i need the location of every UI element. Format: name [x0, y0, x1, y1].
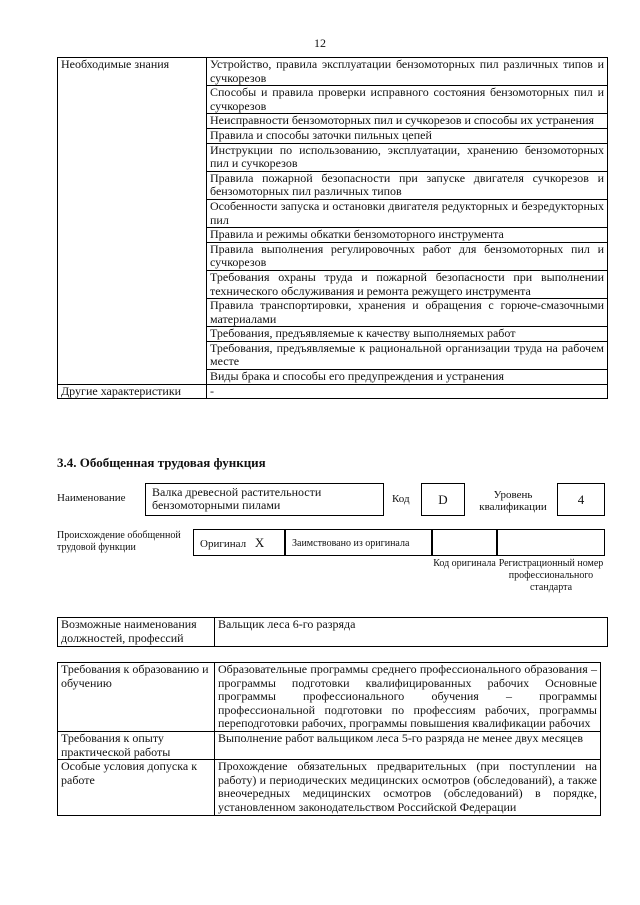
- knowledge-row: [58, 58, 608, 86]
- requirement-value: Выполнение работ вальщиком леса 5-го разряда не менее двух месяцев: [215, 731, 601, 759]
- other-label: Другие характеристики: [58, 384, 207, 399]
- requirement-value: Образовательные программы среднего профессионального образования – программы подготовки квалифицированных рабочих Основные программы профессионального обучения – программы профессиональной подготовки по профессиям рабочих, программы переподготовки рабочих, программы повышения квалификации рабочих: [215, 663, 601, 732]
- original-mark: X: [254, 535, 265, 550]
- knowledge-table: [57, 57, 608, 399]
- knowledge-item: Неисправности бензомоторных пил и сучкорезов и способы их устранения: [207, 114, 608, 129]
- knowledge-item: Правила и способы заточки пильных цепей: [207, 128, 608, 143]
- knowledge-item: Инструкции по использованию, эксплуатации, хранению бензомоторных пил и сучкорезов: [207, 143, 608, 171]
- requirement-row: [58, 731, 601, 759]
- requirement-label: Требования к образованию и обучению: [58, 663, 215, 732]
- section-title: 3.4. Обобщенная трудовая функция: [57, 455, 266, 470]
- knowledge-item: Требования, предъявляемые к рациональной организации труда на рабочем месте: [207, 341, 608, 369]
- page-number: 12: [314, 36, 326, 50]
- level-label: Уровень квалификации: [479, 489, 547, 513]
- reg-number-cell: [497, 529, 605, 556]
- knowledge-label: Необходимые знания: [58, 58, 207, 385]
- requirement-row: [58, 663, 601, 732]
- positions-label: Возможные наименования должностей, профессий: [58, 618, 215, 647]
- requirement-value: Прохождение обязательных предварительных (при поступлении на работу) и периодических медицинских осмотров (обследований), а также внеочередных медицинских осмотров (обследований) в порядке, установленном законодательством Российской Федерации: [215, 760, 601, 815]
- knowledge-item: Правила выполнения регулировочных работ для бензомоторных пил и сучкорезов: [207, 242, 608, 270]
- other-value: -: [207, 384, 608, 399]
- requirement-row: [58, 760, 601, 815]
- code-value: D: [421, 483, 465, 516]
- origin-label: Происхождение обобщенной трудовой функции: [57, 530, 181, 553]
- origin-code-cell: [432, 529, 497, 556]
- knowledge-item: Устройство, правила эксплуатации бензомоторных пил различных типов и сучкорезов: [207, 58, 608, 86]
- knowledge-item: Требования охраны труда и пожарной безопасности при выполнении технического обслуживания и ремонта режущего инструмента: [207, 270, 608, 298]
- requirement-label: Особые условия допуска к работе: [58, 760, 215, 815]
- knowledge-item: Особенности запуска и остановки двигателя редукторных и безредукторных пил: [207, 199, 608, 227]
- name-label: Наименование: [57, 492, 126, 504]
- knowledge-item: Правила и режимы обкатки бензомоторного инструмента: [207, 228, 608, 243]
- code-label: Код: [392, 493, 410, 505]
- requirement-label: Требования к опыту практической работы: [58, 731, 215, 759]
- knowledge-item: Правила транспортировки, хранения и обращения с горюче-смазочными материалами: [207, 299, 608, 327]
- level-value: 4: [557, 483, 605, 516]
- positions-value: Вальщик леса 6-го разряда: [215, 618, 608, 647]
- name-value: Валка древесной растительности бензомоторными пилами: [145, 483, 384, 516]
- knowledge-item: Правила пожарной безопасности при запуске двигателя сучкорезов и бензомоторных пил различных типов: [207, 171, 608, 199]
- reg-number-label: Регистрационный номер профессионального стандарта: [498, 558, 604, 593]
- positions-table: [57, 617, 608, 647]
- knowledge-item: Требования, предъявляемые к качеству выполняемых работ: [207, 327, 608, 342]
- other-row: [58, 384, 608, 399]
- borrowed-cell: Заимствовано из оригинала: [285, 529, 432, 556]
- requirements-table: [57, 662, 601, 816]
- original-cell: [193, 529, 285, 556]
- original-label: Оригинал: [200, 538, 247, 550]
- origin-code-label: Код оригинала: [433, 558, 496, 569]
- knowledge-item: Виды брака и способы его предупреждения и устранения: [207, 370, 608, 385]
- knowledge-item: Способы и правила проверки исправного состояния бензомоторных пил и сучкорезов: [207, 86, 608, 114]
